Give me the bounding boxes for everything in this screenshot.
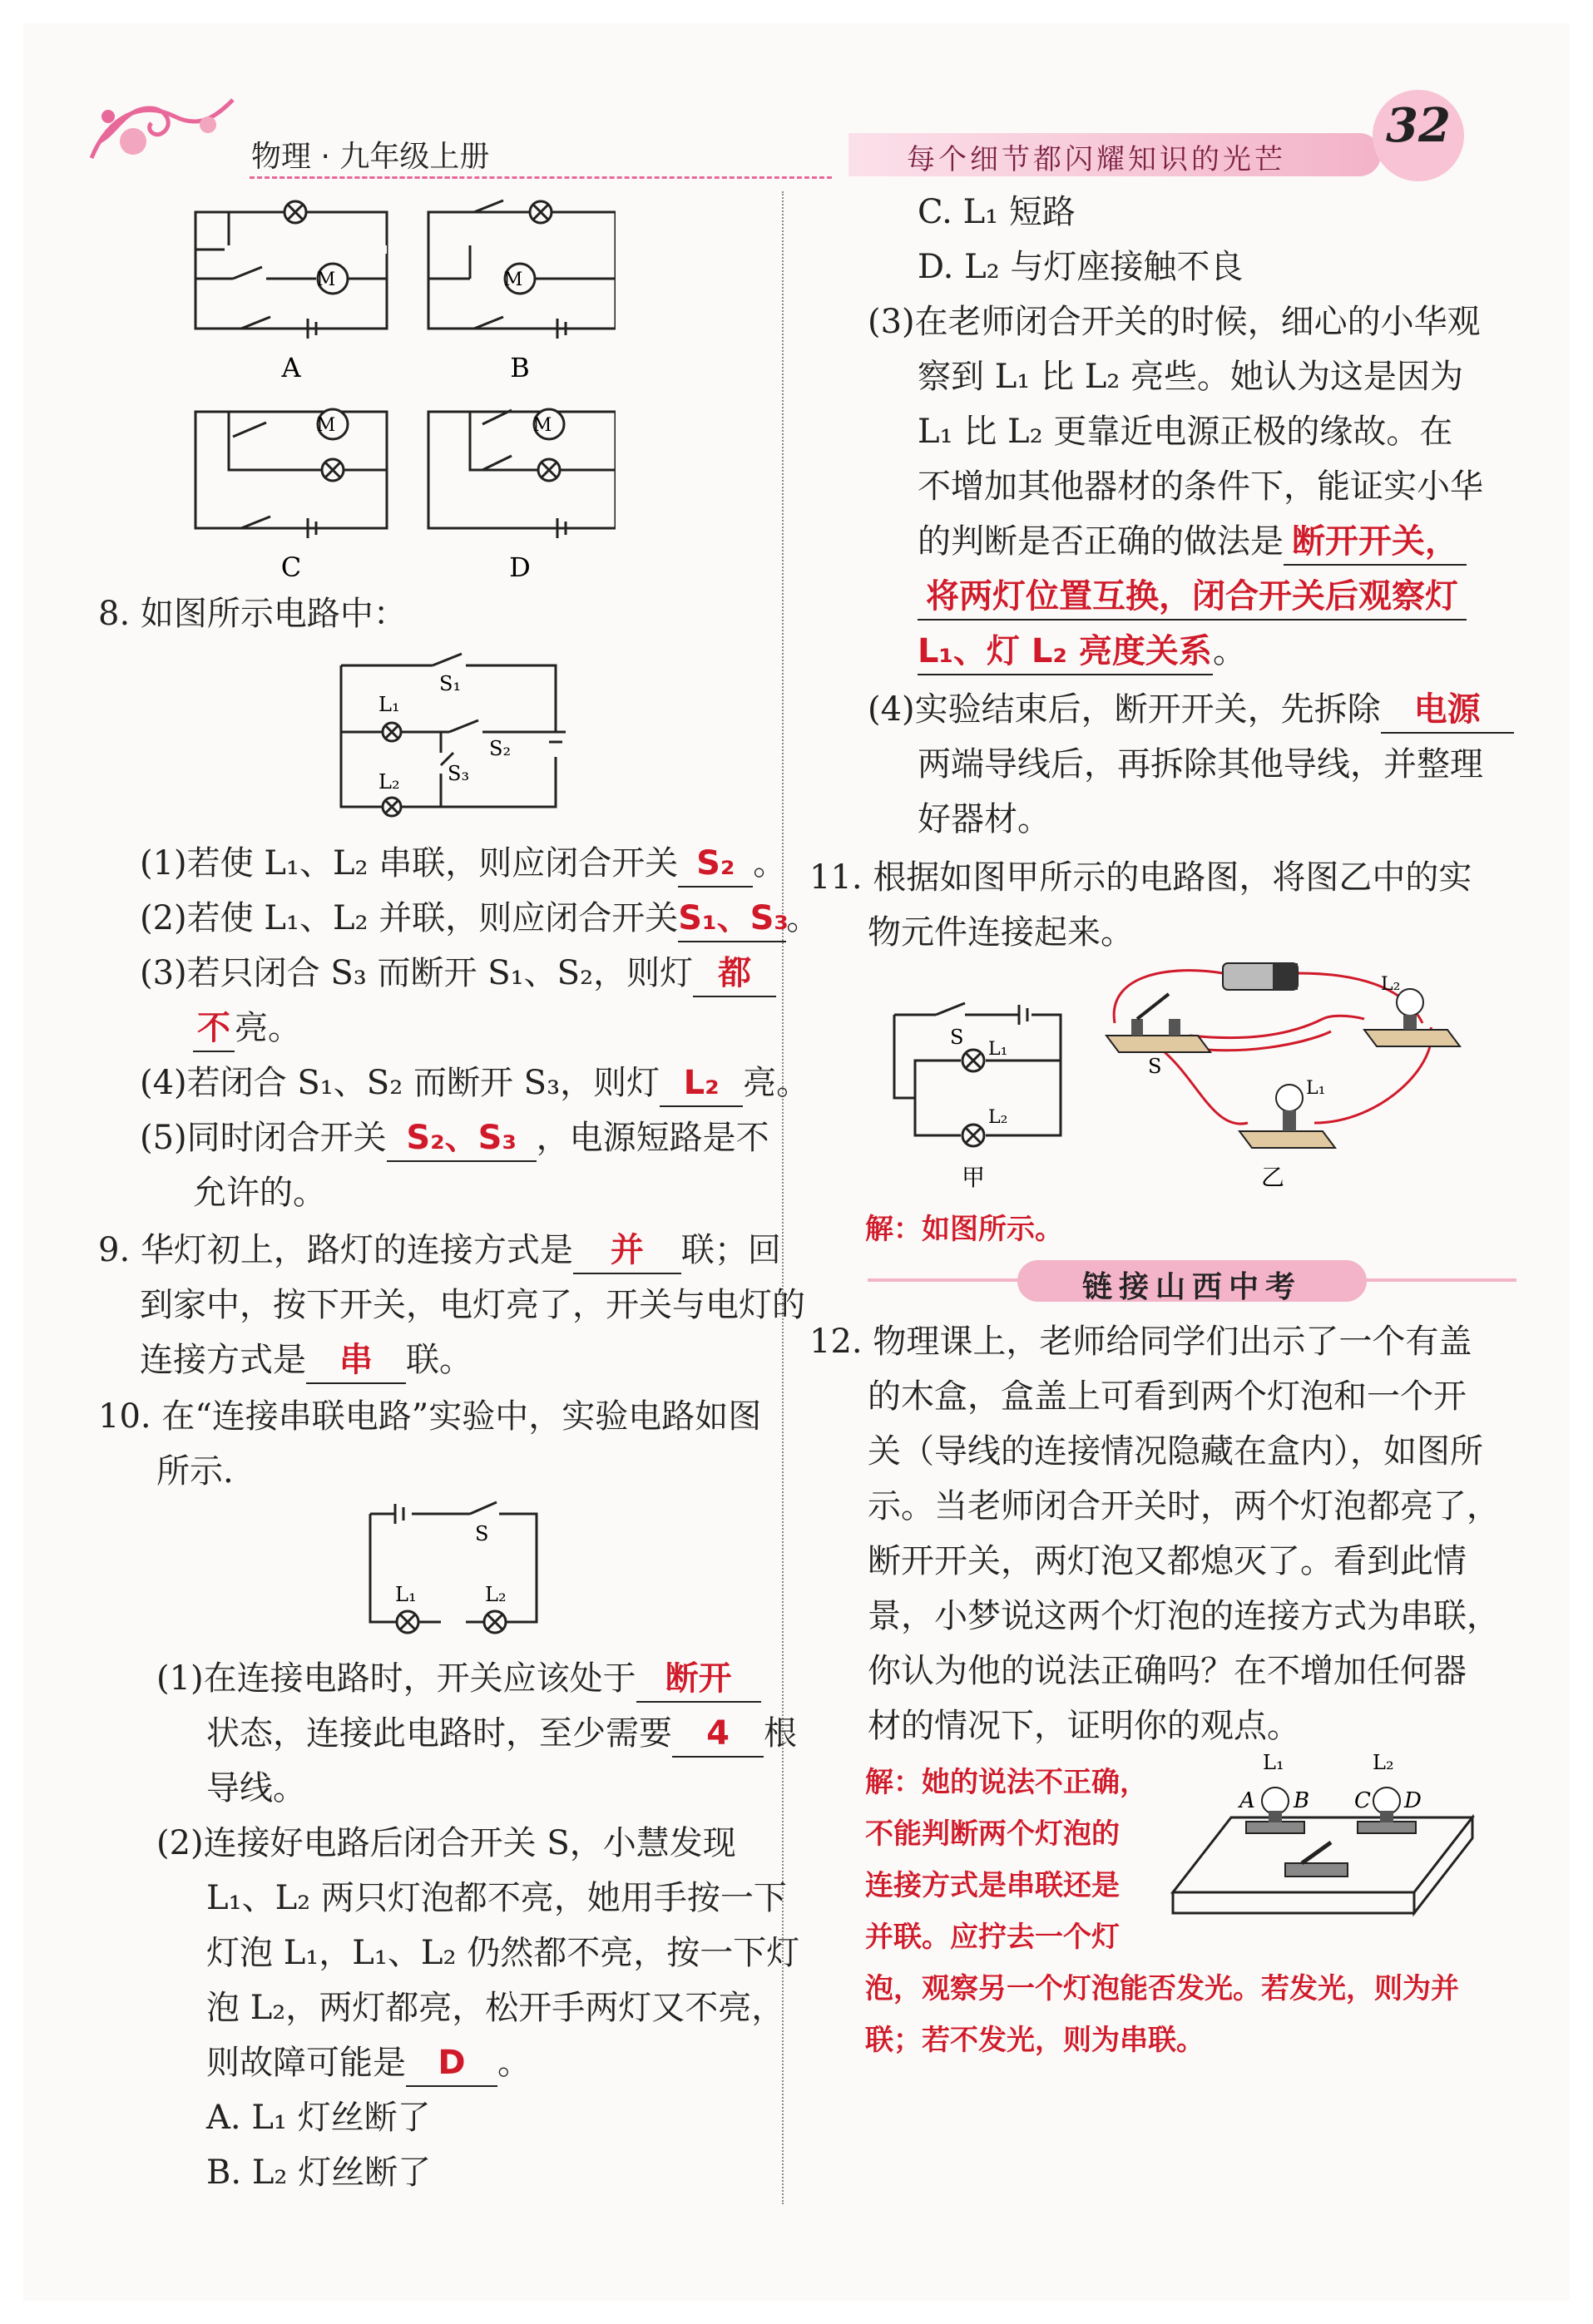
q12-line-2: 的木盒，盒盖上可看到两个灯泡和一个开 [868,1377,1467,1416]
q8-circuit [333,649,566,828]
q12-line-5: 断开开关，两灯泡又都熄灭了。看到此情 [868,1542,1467,1580]
q10-p4-line-1: (4)实验结束后，断开开关，先拆除 电源 [868,682,1514,737]
q8-part-2: (2)若使 L₁、L₂ 并联，则应闭合开关S₁、S₃。 [140,891,819,946]
svg-text:S: S [1148,1055,1162,1078]
q8-part-5: (5)同时闭合开关 S₂、S₃ ，电源短路是不 [140,1110,769,1165]
q10-p1-line-3: 导线。 [206,1769,306,1807]
svg-text:S₂: S₂ [489,737,512,760]
svg-text:M: M [503,269,523,290]
q10-p1-line-2: 状态，连接此电路时，至少需要 4 根 [206,1706,797,1761]
q11-answer: 解：如图所示。 [865,1213,1063,1246]
svg-text:L₁: L₁ [395,1583,417,1606]
q10-p2-line-2: L₁、L₂ 两只灯泡都不亮，她用手按一下 [206,1879,787,1917]
q10-p4-line-2: 两端导线后，再拆除其他导线，并整理 [918,745,1483,784]
label-yi: 乙 [1260,1164,1285,1191]
q10-option-b: B. L₂ 灯丝断了 [206,2153,432,2192]
q12-line-3: 关（导线的连接情况隐藏在盒内），如图所 [868,1432,1483,1471]
q10-p2-line-4: 泡 L₂，两灯都亮，松开手两灯又不亮， [206,1989,785,2027]
header-slogan: 每个细节都闪耀知识的光芒 [907,143,1286,176]
q10-line-1: 10. 在“连接串联电路”实验中，实验电路如图 [98,1397,762,1436]
svg-text:L₁: L₁ [1263,1751,1284,1774]
figure-7-circuits [183,187,616,582]
svg-text:L₂: L₂ [1373,1751,1394,1774]
q9-line-1: 9. 华灯初上，路灯的连接方式是 并 联；回 [98,1223,781,1278]
svg-text:C: C [1354,1788,1371,1813]
circuit-A [195,201,387,339]
q8-part-3: (3)若只闭合 S₃ 而断开 S₁、S₂，则灯 都 [140,946,776,1001]
header-dash-line [250,176,832,179]
q10-p2-line-3: 灯泡 L₁，L₁、L₂ 仍然都不亮，按一下灯 [206,1934,800,1972]
motor-label: M [316,269,336,290]
svg-text:S: S [475,1522,489,1545]
fig7-label-b: B [510,352,530,383]
svg-text:M: M [316,415,336,436]
floral-ornament-icon [83,83,250,175]
q11-figure [882,957,1464,1198]
svg-text:L₁: L₁ [988,1039,1008,1060]
q8-part-5b: 允许的。 [193,1174,326,1212]
q12-line-7: 你认为他的说法正确吗？在不增加任何器 [868,1652,1467,1690]
book-title: 物理 · 九年级上册 [251,140,490,174]
q12-box-figure [1165,1751,1481,1963]
svg-text:S: S [950,1026,964,1049]
q11-line-2: 物元件连接起来。 [868,913,1134,952]
q8-part-4: (4)若闭合 S₁、S₂ 而断开 S₃，则灯 L₂ 亮。 [140,1056,809,1110]
q10-option-d: D. L₂ 与灯座接触不良 [918,248,1244,286]
q10-p3-line-6: 将两灯位置互换，闭合开关后观察灯 [918,569,1467,624]
q10-p2-line-5: 则故障可能是 D 。 [206,2035,531,2090]
q12-line-6: 景，小梦说这两个灯泡的连接方式为串联， [868,1597,1500,1635]
q8-stem: 8. 如图所示电路中： [98,595,407,633]
q10-p3-line-4: 不增加其他器材的条件下，能证实小华 [918,467,1483,506]
svg-text:D: D [1404,1788,1422,1813]
q8-part-3b: 不 亮。 [193,1001,301,1056]
svg-text:L₂: L₂ [485,1583,507,1606]
q12-line-1: 12. 物理课上，老师给同学们出示了一个有盖 [809,1323,1472,1361]
svg-text:L₂: L₂ [1381,974,1401,995]
q8-part-1: (1)若使 L₁、L₂ 串联，则应闭合开关 S₂ 。 [140,836,786,891]
banner-text: 链接山西中考 [1081,1270,1302,1304]
q10-p4-line-3: 好器材。 [918,800,1051,838]
q12-answer-1: 解：她的说法不正确， [865,1766,1148,1799]
q10-circuit [362,1497,545,1639]
svg-text:L₁: L₁ [1306,1078,1326,1099]
q10-p3-line-7: L₁、灯 L₂ 亮度关系。 [918,624,1246,679]
q12-answer-5: 泡，观察另一个灯泡能否发光。若发光，则为并 [865,1972,1459,2005]
svg-text:A: A [1239,1788,1255,1813]
svg-text:L₂: L₂ [378,770,400,794]
q10-p3-line-2: 察到 L₁ 比 L₂ 亮些。她认为这是因为 [918,358,1464,396]
svg-text:S₃: S₃ [448,762,470,785]
fig7-label-a: A [281,352,301,383]
svg-text:B: B [1294,1788,1310,1813]
q10-p3-line-3: L₁ 比 L₂ 更靠近电源正极的缘故。在 [918,413,1453,451]
label-jia: 甲 [961,1164,986,1191]
banner [868,1260,1516,1302]
q12-answer-3: 连接方式是串联还是 [865,1869,1120,1902]
q9-line-2: 到家中，按下开关，电灯亮了，开关与电灯的 [140,1286,805,1324]
q12-line-8: 材的情况下，证明你的观点。 [868,1707,1300,1745]
q11-line-1: 11. 根据如图甲所示的电路图，将图乙中的实 [809,858,1472,897]
q10-option-a: A. L₁ 灯丝断了 [206,2099,431,2137]
q12-answer-4: 并联。应拧去一个灯 [865,1921,1120,1954]
q10-p2-line-1: (2)连接好电路后闭合开关 S，小慧发现 [156,1824,736,1862]
q12-answer-6: 联；若不发光，则为串联。 [865,2024,1205,2057]
q10-p3-line-5: 的判断是否正确的做法是 断开开关， [918,514,1467,569]
header [0,0,1593,200]
svg-text:L₂: L₂ [988,1107,1008,1128]
svg-text:M: M [532,415,552,436]
svg-text:L₁: L₁ [378,693,400,716]
q10-p1-line-1: (1)在连接电路时，开关应该处于 断开 [156,1651,761,1706]
circuit-C [195,409,387,538]
svg-text:S₁: S₁ [439,672,462,695]
q9-line-3: 连接方式是 串 联。 [140,1333,472,1387]
q10-line-2: 所示. [156,1452,234,1491]
page-number: 32 [1386,98,1451,153]
fig7-label-d: D [509,551,531,582]
q12-line-4: 示。当老师闭合开关时，两个灯泡都亮了， [868,1487,1500,1525]
q10-p3-line-1: (3)在老师闭合开关的时候，细心的小华观 [868,303,1481,341]
q10-option-c: C. L₁ 短路 [918,193,1076,231]
q12-answer-2: 不能判断两个灯泡的 [865,1817,1120,1851]
fig7-label-c: C [280,551,302,582]
